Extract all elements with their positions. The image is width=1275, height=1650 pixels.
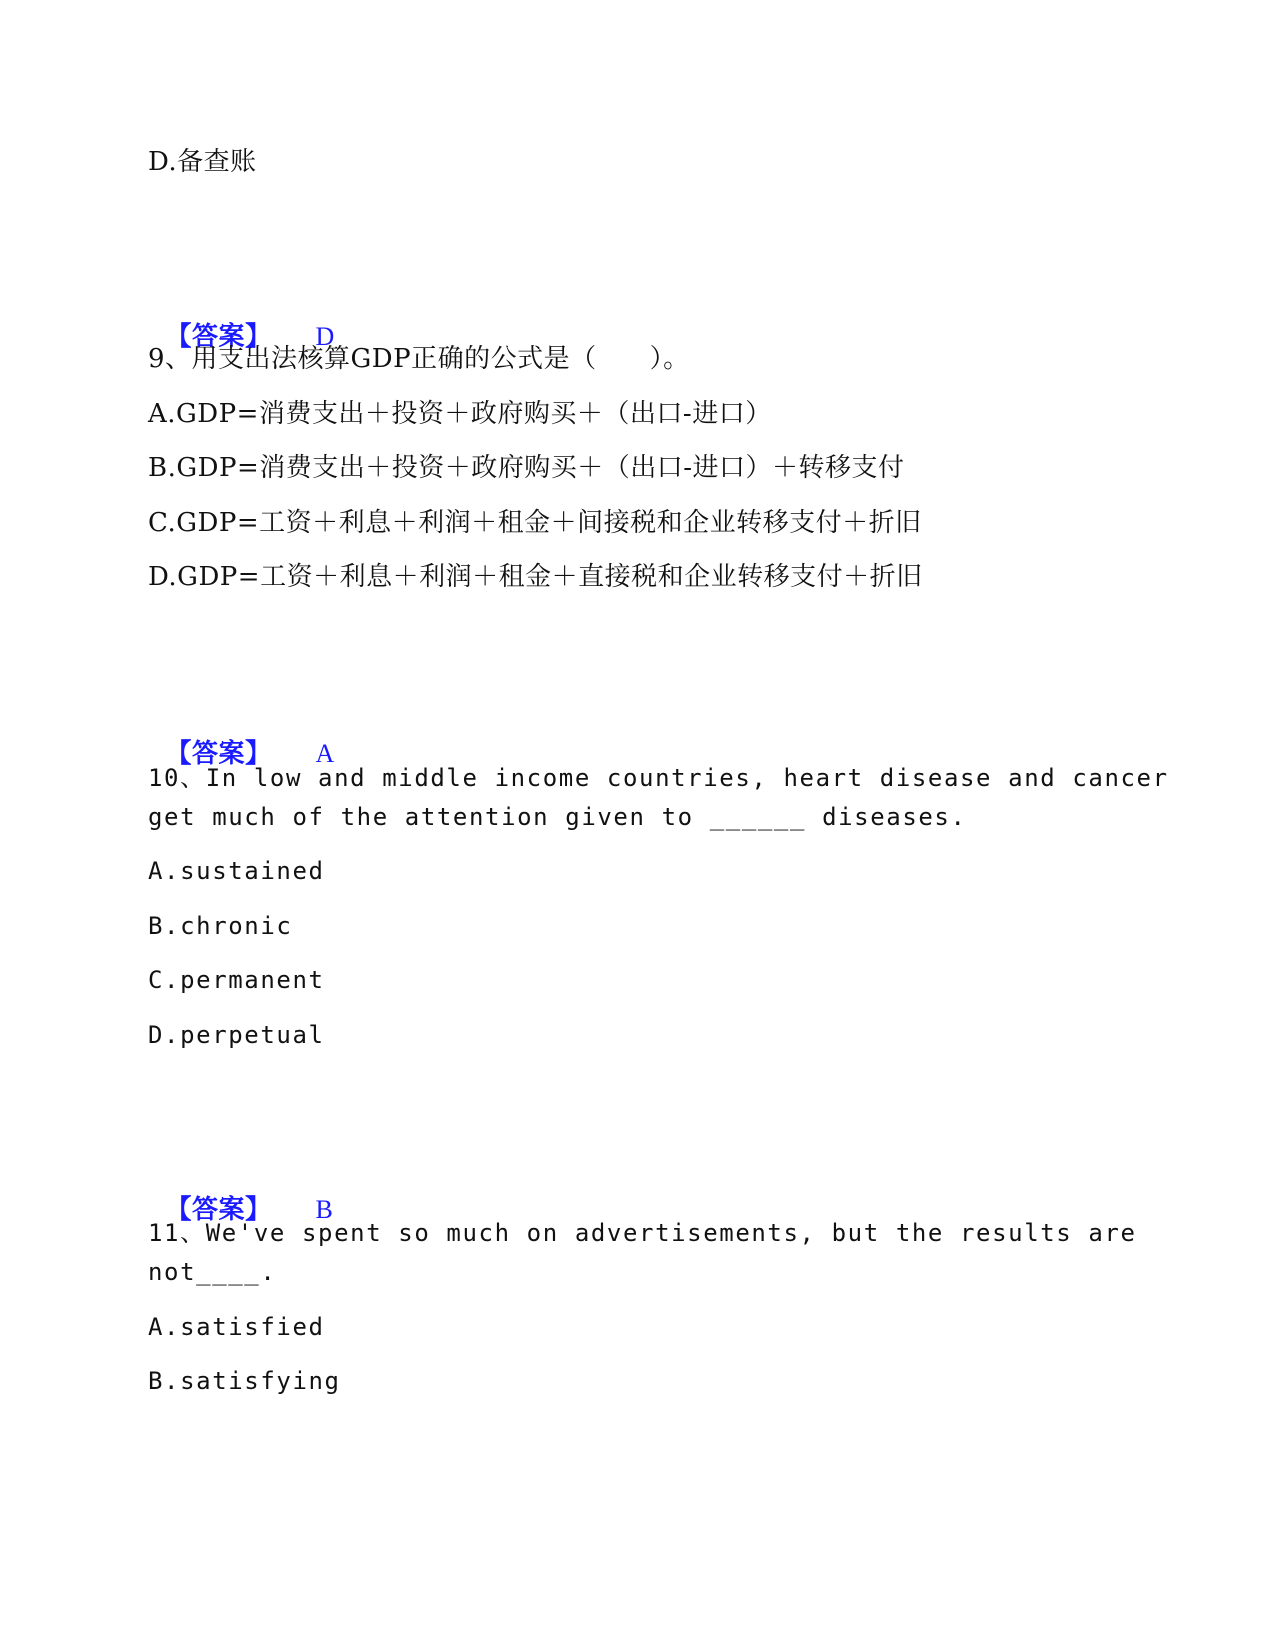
answer-label: 【答案】	[165, 739, 272, 769]
q10-option-d: D.perpetual	[148, 1021, 325, 1049]
q9-option-a: A.GDP=消费支出＋投资＋政府购买＋（出口-进口）	[148, 399, 772, 429]
answer-value: D	[315, 322, 335, 351]
q9-option-b: B.GDP=消费支出＋投资＋政府购买＋（出口-进口）＋转移支付	[148, 453, 905, 483]
answer-value: B	[315, 1195, 334, 1224]
q11-option-a: A.satisfied	[148, 1313, 325, 1341]
q9-answer	[148, 706, 335, 770]
q10-stem-line1: 10、In low and middle income countries, heart disease and cancer	[148, 764, 1169, 792]
q9-stem: 9、用支出法核算GDP正确的公式是（ ）。	[148, 344, 690, 374]
q9-option-c: C.GDP=工资＋利息＋利润＋租金＋间接税和企业转移支付＋折旧	[148, 508, 922, 538]
q9-option-d: D.GDP=工资＋利息＋利润＋租金＋直接税和企业转移支付＋折旧	[148, 562, 923, 592]
q10-stem-line2: get much of the attention given to ______ diseases.	[148, 803, 967, 831]
q10-option-c: C.permanent	[148, 966, 325, 994]
q11-stem-line1: 11、We've spent so much on advertisements, but the results are	[148, 1219, 1137, 1247]
q11-stem-line2: not____.	[148, 1258, 277, 1286]
answer-label: 【答案】	[165, 1195, 272, 1225]
answer-value: A	[315, 739, 335, 768]
q10-option-b: B.chronic	[148, 912, 293, 940]
q11-option-b: B.satisfying	[148, 1367, 341, 1395]
q8-option-d: D.备查账	[148, 147, 257, 177]
q10-option-a: A.sustained	[148, 857, 325, 885]
answer-label: 【答案】	[165, 322, 272, 352]
